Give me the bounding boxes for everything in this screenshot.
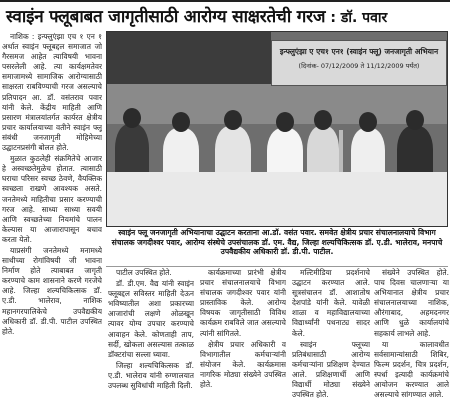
paragraph: मल्टिमीडिया प्रदर्शनाचे उद्घाटन करण्यात आले. सूत्रसंचालन डॉ. आशातोष देशपांडे यांनी केले. यावेळी शाळा व महाविद्यालयाच्या विद्यार्थ्यांनी पथनाट्य सादर केले. xyxy=(292,268,370,338)
article-column-4 xyxy=(292,268,370,418)
paragraph: याप्रसंगी जनतेमध्ये मनामध्ये साथीच्या रोगांविषयी जी भावना निर्माण होते त्याबाबत जागृती करण्याचे काम शासनाने करणे गरजेचे आहे. जिल्हा शल्यचिकित्सक डॉ. ए.डी. भालेराव, नाशिक महानगरपालिकेचे उपवैद्यकीय अधिकारी डॉ. डी.पी. पाटील उपस्थित होते. xyxy=(2,245,102,336)
person-head xyxy=(359,112,377,132)
paragraph: क्षेत्रीय प्रचार अधिकारी व विभागातील कर्मचाऱ्यांनी संयोजन केले. कार्यक्रमास नागरिक मोठ्या संख्येने उपस्थित होते. xyxy=(200,339,286,390)
photo-caption: स्वाइंन फ्लू जनजागृती अभियानाचा उद्घाटन करताना आ.डॉ. वसंत पवार. समवेत क्षेत्रीय प्रचार संचालनालयाचे विभाग संचालक जगदीश्वर पवार, आरोग्य संस्थेचे उपसंचालक डॉ. एम. वैद्य, जिल्हा शल्यचिकित्सक डॉ. ए.डी. भालेराव, मनपाचे उपवैद्यकीय अधिकारी डॉ. डी.पी. पाटील. xyxy=(106,228,448,267)
headline-byline: : डॉ. पवार xyxy=(330,10,388,26)
paragraph: नाशिक : इन्फ्लुएंझा एच १ एन १ अर्थात स्वाइंन फ्लूबद्दल समाजात जो गैरसमज आहेत त्याविषयी भावना पसरलेली आहे. त्या कार्यक्षमतेवर समाजामध्ये सामाजिक आरोग्यासाठी साक्षरता राबविण्याची गरज असल्याचे प्रतिपादन आ. डॉ. वसंतराव पवार यांनी केले. केंद्रीय माहिती आणि प्रसारण मंत्रालयांतर्गत कार्यरत क्षेत्रीय प्रचार कार्यालयाच्या वतीने स्वाइंन फ्लू संबंधी जनजागृती मोहिमेच्या उद्घाटनप्रसंगी बोलत होते. xyxy=(2,32,102,153)
headline-text: स्वाइंन फ्लूबाबत जागृतीसाठी आरोग्य साक्षरतेची गरज xyxy=(6,7,326,27)
paragraph: संख्येने उपस्थित होते. पाच दिवस चालणाऱ्या या अभियानात क्षेत्रीय प्रचार संचालनालयाच्या नाशिक, औरंगाबाद, अहमदनगर आणि धुळे कार्यालयांचे सहकार्य लाभले आहे. xyxy=(374,268,449,338)
article-column-2 xyxy=(108,268,194,418)
banner-dates: (दिनांक- 07/12/2009 ते 11/12/2009 पर्यंत) xyxy=(298,62,420,70)
paragraph: जिल्हा शल्यचिकित्सक डॉ. ए.डी. भालेराव यांनी रुग्णालयात उपलब्ध सुविधांची माहिती दिली. xyxy=(108,360,194,391)
podium-table xyxy=(107,172,448,227)
banner-title: इन्फ्लुएंझा ए एच१ एन१ (स्वाइंन फ्लू) जनजागृती अभियान xyxy=(279,47,439,56)
paragraph: या कालावधीत सर्वसामान्यांसाठी शिबिर, फिल्म प्रदर्शन, चित्र प्रदर्शन, स्पर्धा इत्यादी कार्यक्रमांचे आयोजन करण्यात आले असल्याचे सांगण्यात आले. xyxy=(374,339,449,400)
person-head xyxy=(314,110,332,130)
person-head xyxy=(406,110,424,130)
person-head xyxy=(276,112,294,132)
article-headline xyxy=(0,0,450,28)
ceremonial-lamp xyxy=(339,130,343,172)
person-head xyxy=(224,110,242,130)
article-column-3 xyxy=(200,268,286,418)
paragraph: कार्यक्रमाच्या प्रारंभी क्षेत्रीय प्रचार संचालनालयाचे विभाग संचालक जगदीश्वर पवार यांनी प्रास्ताविक केले. आरोग्य विषयक जागृतीसाठी विविध कार्यक्रम राबविले जात असल्याचे त्यांनी सांगितले. xyxy=(200,268,286,338)
article-column-5 xyxy=(374,268,449,418)
paragraph: मुळात कुठलेही संक्रमितेचे आजार हे अस्वच्छतेमुळेच होतात. त्यासाठी घराचा परिसर स्वच्छ ठेवणे, वैयक्तिक स्वच्छता राखणे आवश्यक असते. जनतेमध्ये माहितीचा प्रसार करण्याची गरज आहे. साध्या साध्या सवयी आणि स्वच्छतेच्या नियमांचे पालन केल्यास या आजारापासून बचाव करता येतो. xyxy=(2,154,102,244)
article-column-1 xyxy=(2,32,102,417)
person-head xyxy=(123,108,141,128)
paragraph: डॉ. डी.एम. वैद्य यांनी स्वाइंन फ्लूबद्दल सविस्तर माहिती देऊन भविष्यातील अशा प्रकारच्या आजारांची लक्षणे ओळखून त्यावर योग्य उपचार करण्याचे आवाहन केले. कोणताही ताप, सर्दी, खोकला असल्यास तत्काळ डॉक्टरांचा सल्ला घ्यावा. xyxy=(108,279,194,359)
event-photo xyxy=(106,31,448,227)
paragraph: स्वाइंन फ्लूच्या प्रतिबंधासाठी आरोग्य कर्मचाऱ्यांना प्रशिक्षण देण्यात आले. प्रशिक्षणार्थी आणि विद्यार्थी मोठ्या संख्येने उपस्थित होते. xyxy=(292,339,370,400)
photo-banner xyxy=(271,40,447,86)
paragraph: पाटील उपस्थित होते. xyxy=(116,268,172,277)
person-head xyxy=(172,112,190,132)
